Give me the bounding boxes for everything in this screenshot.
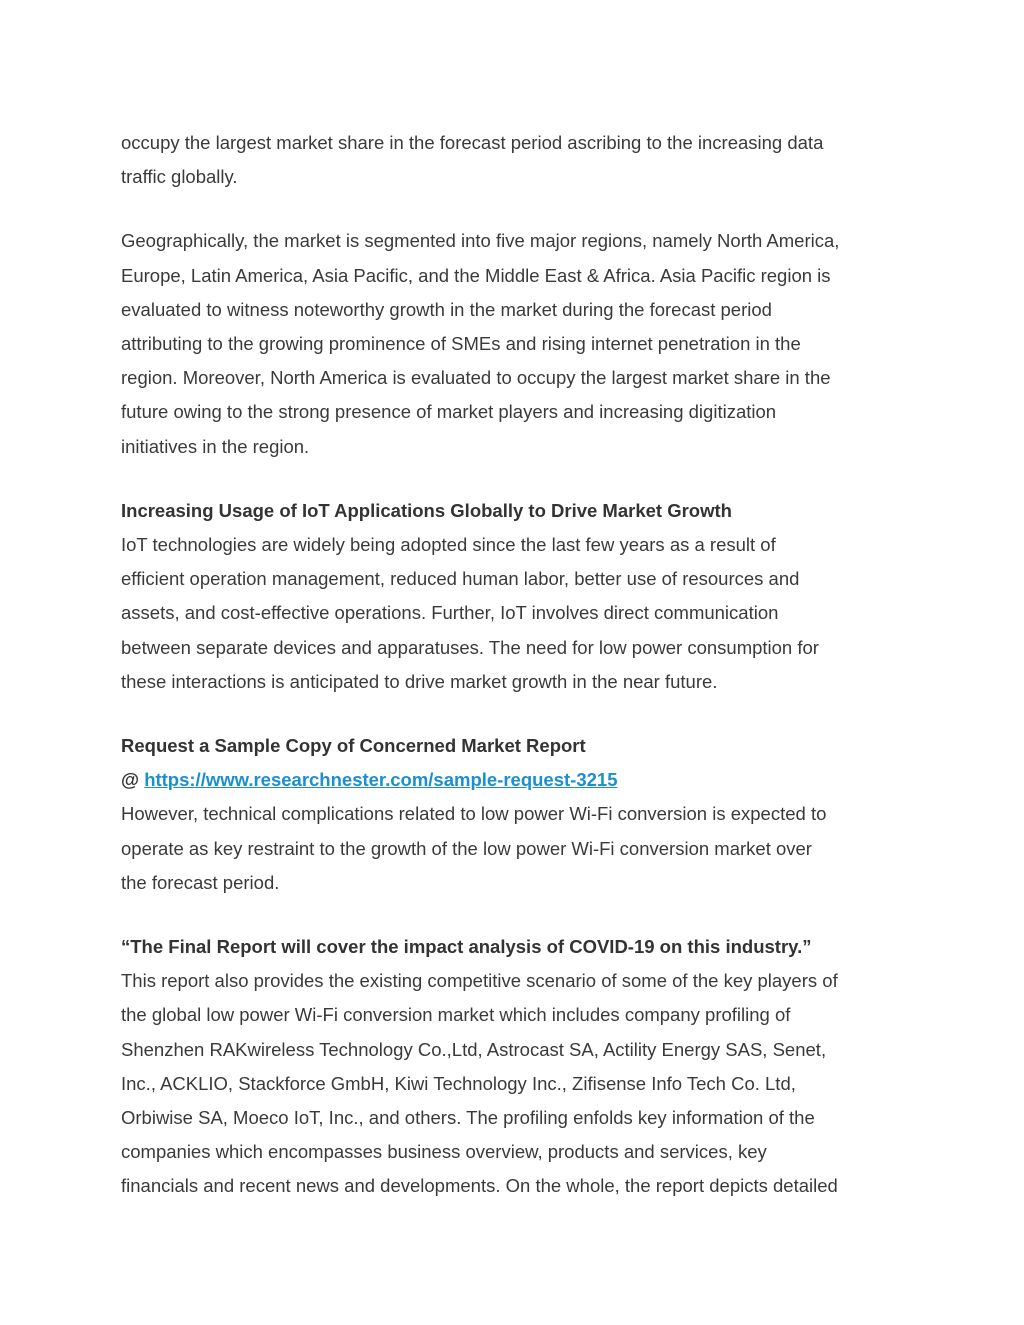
sample-request-link[interactable]: https://www.researchnester.com/sample-request-3215 [144,769,618,791]
text-line: efficient operation management, reduced human labor, better use of resources and [121,568,800,590]
paragraph-market-share [121,126,921,194]
text-line: Geographically, the market is segmented into five major regions, namely North America, [121,230,840,252]
text-line: Europe, Latin America, Asia Pacific, and the Middle East & Africa. Asia Pacific region is [121,264,831,286]
text-line: region. Moreover, North America is evaluated to occupy the largest market share in the [121,367,831,389]
text-line: traffic globally. [121,166,238,188]
section-sample-request [121,729,921,900]
text-line: attributing to the growing prominence of SMEs and rising internet penetration in the [121,333,801,355]
text-line: operate as key restraint to the growth of the low power Wi-Fi conversion market over [121,837,812,859]
text-line: Shenzhen RAKwireless Technology Co.,Ltd, Astrocast SA, Actility Energy SAS, Senet, [121,1038,827,1060]
text-line: companies which encompasses business overview, products and services, key [121,1141,767,1163]
section-covid [121,930,921,1204]
text-line: IoT technologies are widely being adopted since the last few years as a result of [121,534,776,556]
text-line: the forecast period. [121,871,280,893]
text-line: evaluated to witness noteworthy growth in the market during the forecast period [121,298,772,320]
text-line: However, technical complications related to low power Wi-Fi conversion is expected to [121,803,827,825]
at-symbol: @ [121,769,140,791]
sample-link-line [121,763,921,797]
text-line: these interactions is anticipated to drive market growth in the near future. [121,670,718,692]
text-line: between separate devices and apparatuses. The need for low power consumption for [121,636,819,658]
text-line: initiatives in the region. [121,435,310,457]
text-line: occupy the largest market share in the forecast period ascribing to the increasing data [121,132,824,153]
text-line: financials and recent news and developments. On the whole, the report depicts detailed [121,1175,838,1197]
text-line: Orbiwise SA, Moeco IoT, Inc., and others. The profiling enfolds key information of the [121,1107,815,1129]
section-heading-sample: Request a Sample Copy of Concerned Market Report [121,735,586,757]
text-line: future owing to the strong presence of market players and increasing digitization [121,401,777,423]
section-heading-covid: “The Final Report will cover the impact analysis of COVID-19 on this industry.” [121,936,812,958]
text-line: assets, and cost-effective operations. Further, IoT involves direct communication [121,602,779,624]
section-iot [121,494,921,699]
text-line: the global low power Wi-Fi conversion market which includes company profiling of [121,1004,791,1026]
text-line: This report also provides the existing competitive scenario of some of the key players of [121,970,838,992]
document-page [121,126,921,1204]
text-line: Inc., ACKLIO, Stackforce GmbH, Kiwi Technology Inc., Zifisense Info Tech Co. Ltd, [121,1072,796,1094]
section-heading-iot: Increasing Usage of IoT Applications Globally to Drive Market Growth [121,499,732,521]
paragraph-geography [121,224,921,463]
